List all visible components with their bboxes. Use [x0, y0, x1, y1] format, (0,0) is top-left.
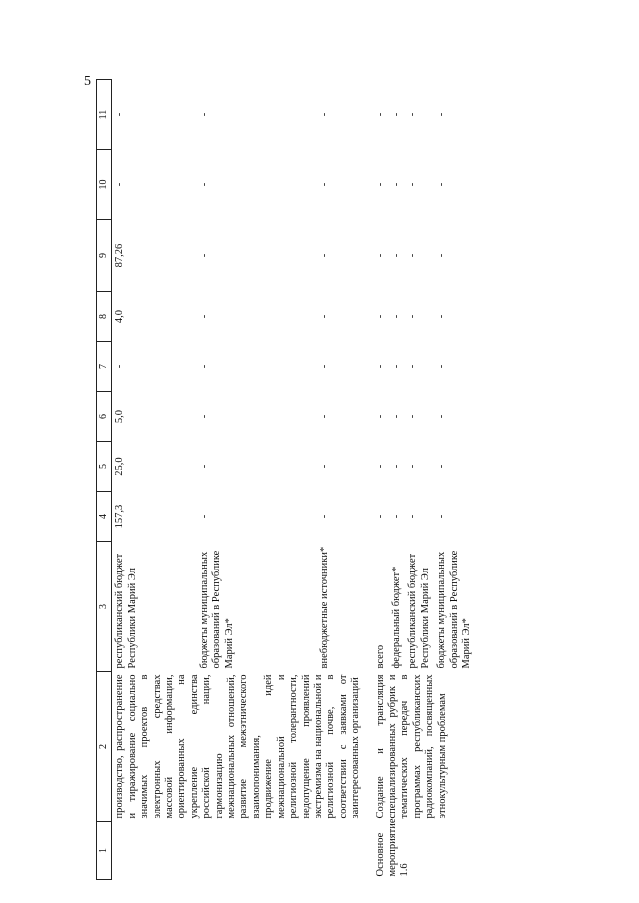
value-cell: - — [390, 314, 402, 319]
value-cell: - — [318, 514, 330, 519]
row-spacer — [365, 80, 373, 880]
value-cell: - — [318, 364, 330, 369]
value-cell: - — [318, 414, 330, 419]
value-cell: - — [390, 182, 402, 187]
column-header-10: 10 — [97, 150, 112, 220]
column-header-5: 5 — [97, 442, 112, 492]
table-body — [112, 80, 475, 880]
column-header-7: 7 — [97, 342, 112, 392]
value-cell: - — [199, 514, 211, 519]
funding-source-cell: бюджеты муниципальных образований в Республике Марий Эл* — [199, 550, 235, 669]
value-cell: - — [407, 314, 419, 319]
funding-source-cell: республиканский бюджет Республики Марий Эл — [114, 553, 138, 669]
value-cell: - — [436, 364, 448, 369]
value-cell: - — [407, 112, 419, 117]
value-cell: 87,26 — [114, 243, 126, 268]
funding-source-cell: республиканский бюджет Республики Марий Эл — [407, 553, 431, 669]
value-cell: - — [199, 253, 211, 258]
description-cell: производство, распространение и тиражирование социально значимых проектов в электронных средствах массовой информации, ориентированных на укрепление единства российской нации, гармонизацию межнациональных отношений, развитие межэтнического взаимопонимания, продвижение идей межнациональной и религиозной толерантности, недопущение проявлений экстремизма на национальной и религиозной почве, в соответствии с заявками от заинтересованных организаций — [114, 674, 362, 819]
value-cell: - — [318, 464, 330, 469]
value-cell: - — [114, 182, 126, 187]
value-cell: - — [390, 514, 402, 519]
value-cell: - — [199, 414, 211, 419]
value-cell: - — [318, 253, 330, 258]
value-cell: 5,0 — [114, 409, 126, 424]
value-cell: - — [436, 514, 448, 519]
value-cell: - — [407, 514, 419, 519]
value-cell: - — [436, 253, 448, 258]
value-cell: - — [374, 112, 386, 117]
funding-source-cell: внебюджетные источники* — [318, 546, 330, 669]
funding-table — [96, 79, 475, 880]
funding-source-cell: бюджеты муниципальных образований в Республике Марий Эл* — [436, 550, 472, 669]
table-row — [112, 80, 197, 880]
value-cell: - — [199, 364, 211, 369]
column-header-11: 11 — [97, 80, 112, 150]
page-number: 5 — [84, 74, 91, 89]
value-cell: - — [390, 253, 402, 258]
value-cell: - — [199, 314, 211, 319]
value-cell: - — [374, 314, 386, 319]
value-cell: - — [114, 112, 126, 117]
value-cell: - — [407, 182, 419, 187]
value-cell: - — [199, 112, 211, 117]
value-cell: - — [318, 314, 330, 319]
value-cell: - — [390, 364, 402, 369]
value-cell: - — [374, 414, 386, 419]
value-cell: - — [199, 182, 211, 187]
value-cell: - — [407, 364, 419, 369]
column-header-2: 2 — [97, 672, 112, 822]
column-header-8: 8 — [97, 292, 112, 342]
value-cell: - — [318, 112, 330, 117]
value-cell: - — [199, 464, 211, 469]
value-cell: - — [374, 514, 386, 519]
value-cell: 4,0 — [114, 309, 126, 324]
value-cell: - — [374, 364, 386, 369]
value-cell: - — [436, 464, 448, 469]
value-cell: - — [374, 182, 386, 187]
header-row — [97, 80, 112, 880]
value-cell: - — [318, 182, 330, 187]
column-header-1: 1 — [97, 822, 112, 880]
value-cell: - — [114, 364, 126, 369]
value-cell: - — [436, 314, 448, 319]
value-cell: - — [407, 464, 419, 469]
value-cell: 157,3 — [114, 504, 126, 529]
funding-source-cell: федеральный бюджет* — [390, 566, 402, 669]
value-cell: - — [436, 112, 448, 117]
value-cell: - — [407, 253, 419, 258]
table-row — [373, 80, 389, 880]
value-cell: - — [374, 253, 386, 258]
column-header-9: 9 — [97, 220, 112, 292]
column-header-3: 3 — [97, 542, 112, 672]
description-cell: Создание и трансляция специализированных рубрик и тематических передач в программах республиканских радиокомпаний, посвященных этнокультурным проблемам — [374, 674, 448, 819]
value-cell: - — [390, 112, 402, 117]
value-cell: - — [436, 182, 448, 187]
value-cell: - — [390, 464, 402, 469]
spacer-cell — [365, 80, 373, 880]
value-cell: - — [390, 414, 402, 419]
value-cell: - — [374, 464, 386, 469]
measure-cell — [112, 822, 365, 880]
value-cell: - — [436, 414, 448, 419]
value-cell: - — [407, 414, 419, 419]
value-cell: 25,0 — [114, 457, 126, 476]
column-header-6: 6 — [97, 392, 112, 442]
rotated-table-container — [96, 80, 616, 880]
funding-source-cell: всего — [374, 644, 386, 669]
measure-cell: Основное мероприятие 1.6 — [374, 818, 411, 877]
column-header-4: 4 — [97, 492, 112, 542]
